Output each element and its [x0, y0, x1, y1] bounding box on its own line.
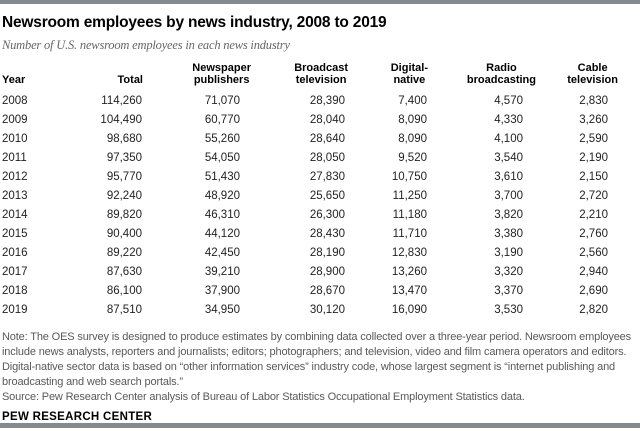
value-cell: 28,670: [309, 284, 345, 297]
value-cell: 92,240: [106, 189, 142, 202]
value-cell: 13,470: [391, 284, 427, 297]
column-header: Total: [117, 74, 143, 86]
table-row: [2, 148, 618, 167]
year-cell: 2016: [2, 246, 28, 259]
value-cell: 44,120: [204, 227, 240, 240]
value-cell: 16,090: [391, 303, 427, 316]
value-cell: 46,310: [204, 208, 240, 221]
value-cell: 11,180: [392, 208, 427, 221]
value-cell: 28,040: [309, 113, 345, 126]
table-row: [2, 224, 618, 243]
value-cell: 42,450: [204, 246, 240, 259]
table-header: [2, 62, 618, 91]
value-cell: 2,690: [579, 284, 608, 297]
column-header: Digital- native: [390, 62, 428, 86]
value-cell: 10,750: [391, 170, 427, 183]
value-cell: 2,190: [579, 151, 608, 164]
value-cell: 89,820: [106, 208, 142, 221]
value-cell: 2,590: [579, 132, 608, 145]
value-cell: 28,050: [309, 151, 345, 164]
table-header-row: [2, 62, 618, 91]
value-cell: 2,720: [579, 189, 608, 202]
column-header: Year: [2, 74, 26, 86]
value-cell: 3,260: [579, 113, 608, 126]
note-text: Note: The OES survey is designed to produce estimates by combining data collected over a three-year period. Newsroom employees include news analysts, reporters and journalists; editors; photographers; and television, video and film camera operators and editors. Digital-native sector data is based on “other information services” industry code, whose largest segment is “internet publishing and broadcasting and web search portals.”: [2, 331, 632, 388]
value-cell: 86,100: [106, 284, 142, 297]
value-cell: 114,260: [101, 94, 142, 107]
value-cell: 39,210: [204, 265, 240, 278]
value-cell: 28,640: [309, 132, 345, 145]
value-cell: 2,560: [579, 246, 608, 259]
column-header: Newspaper publishers: [192, 62, 251, 86]
value-cell: 51,430: [204, 170, 240, 183]
year-cell: 2014: [2, 208, 28, 221]
value-cell: 55,260: [204, 132, 240, 145]
brand-wordmark: PEW RESEARCH CENTER: [2, 411, 153, 423]
value-cell: 3,610: [494, 170, 523, 183]
value-cell: 2,940: [579, 265, 608, 278]
value-cell: 2,820: [579, 303, 608, 316]
value-cell: 3,370: [494, 284, 523, 297]
value-cell: 27,830: [309, 170, 345, 183]
value-cell: 34,950: [204, 303, 240, 316]
column-header: Radio broadcasting: [466, 62, 536, 86]
value-cell: 71,070: [204, 94, 240, 107]
value-cell: 28,190: [309, 246, 345, 259]
value-cell: 95,770: [106, 170, 142, 183]
table-row: [2, 281, 618, 300]
year-cell: 2018: [2, 284, 28, 297]
value-cell: 12,830: [391, 246, 427, 259]
value-cell: 30,120: [309, 303, 345, 316]
value-cell: 3,380: [494, 227, 523, 240]
page-subtitle: Number of U.S. newsroom employees in each news industry: [2, 38, 290, 52]
table-row: [2, 186, 618, 205]
table-row: [2, 91, 618, 110]
value-cell: 3,540: [494, 151, 523, 164]
value-cell: 28,390: [309, 94, 345, 107]
table-row: [2, 205, 618, 224]
table-row: [2, 243, 618, 262]
value-cell: 54,050: [204, 151, 240, 164]
year-cell: 2019: [2, 303, 28, 316]
value-cell: 2,830: [579, 94, 608, 107]
value-cell: 3,190: [494, 246, 523, 259]
value-cell: 89,220: [106, 246, 142, 259]
value-cell: 87,510: [106, 303, 142, 316]
value-cell: 37,900: [204, 284, 240, 297]
value-cell: 4,330: [494, 113, 523, 126]
value-cell: 3,320: [494, 265, 523, 278]
value-cell: 8,090: [398, 132, 427, 145]
bottom-divider-bar: [0, 423, 640, 428]
value-cell: 2,150: [579, 170, 608, 183]
value-cell: 9,520: [398, 151, 427, 164]
column-header: Broadcast television: [294, 62, 348, 86]
source-text: Source: Pew Research Center analysis of Bureau of Labor Statistics Occupational Employment Statistics data.: [2, 391, 525, 403]
value-cell: 87,630: [106, 265, 142, 278]
value-cell: 26,300: [309, 208, 345, 221]
value-cell: 3,820: [494, 208, 523, 221]
table-row: [2, 167, 618, 186]
value-cell: 90,400: [106, 227, 142, 240]
value-cell: 28,900: [309, 265, 345, 278]
value-cell: 98,680: [106, 132, 142, 145]
table-row: [2, 300, 618, 319]
year-cell: 2013: [2, 189, 28, 202]
year-cell: 2008: [2, 94, 28, 107]
value-cell: 3,530: [494, 303, 523, 316]
value-cell: 13,260: [391, 265, 427, 278]
value-cell: 104,490: [100, 113, 142, 126]
value-cell: 25,650: [309, 189, 345, 202]
value-cell: 8,090: [398, 113, 427, 126]
value-cell: 2,760: [579, 227, 608, 240]
value-cell: 97,350: [106, 151, 142, 164]
value-cell: 11,250: [392, 189, 427, 202]
table-row: [2, 262, 618, 281]
page-title: Newsroom employees by news industry, 2008 to 2019: [2, 14, 387, 31]
table-row: [2, 129, 618, 148]
year-cell: 2017: [2, 265, 28, 278]
value-cell: 4,100: [494, 132, 523, 145]
value-cell: 11,710: [392, 227, 427, 240]
value-cell: 60,770: [204, 113, 240, 126]
year-cell: 2010: [2, 132, 28, 145]
table-body: [2, 91, 618, 319]
value-cell: 7,400: [398, 94, 427, 107]
data-table: [2, 62, 618, 319]
table-row: [2, 110, 618, 129]
year-cell: 2009: [2, 113, 28, 126]
value-cell: 48,920: [204, 189, 240, 202]
year-cell: 2011: [2, 151, 27, 164]
value-cell: 3,700: [494, 189, 523, 202]
column-header: Cable television: [567, 62, 618, 86]
year-cell: 2012: [2, 170, 28, 183]
value-cell: 2,210: [579, 208, 608, 221]
value-cell: 28,430: [309, 227, 345, 240]
year-cell: 2015: [2, 227, 28, 240]
value-cell: 4,570: [494, 94, 523, 107]
figure-content: [2, 4, 637, 423]
